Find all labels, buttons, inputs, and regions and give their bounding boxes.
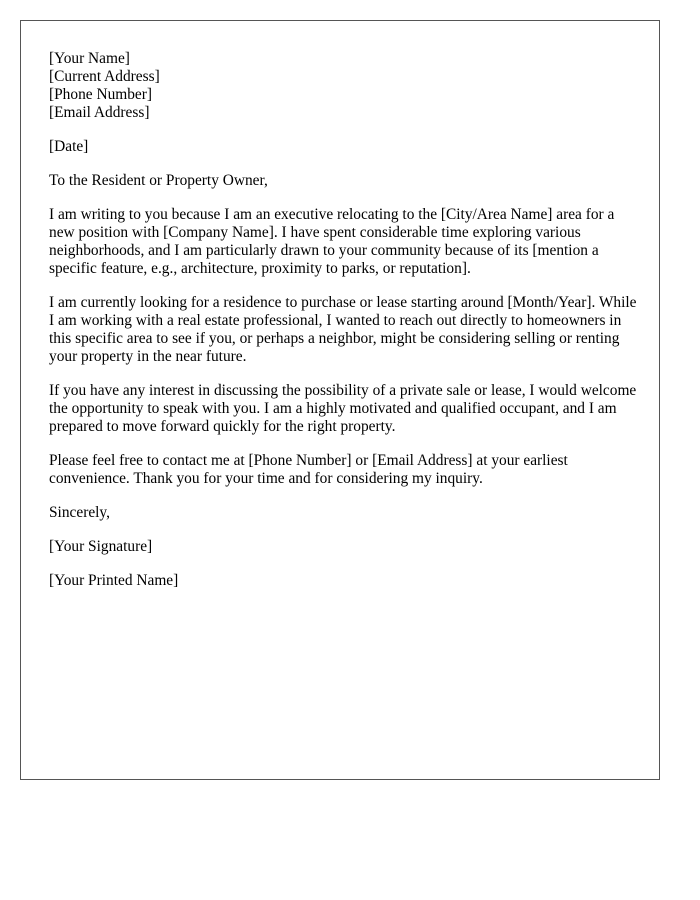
salutation: To the Resident or Property Owner, — [49, 172, 268, 189]
letter-body — [49, 50, 639, 590]
paragraph-search: I am currently looking for a residence to purchase or lease starting around [Month/Year]. While I am working with a real estate professional, I wanted to reach out directly to homeowners in this specific area to see if you, or perhaps a neighbor, might be considering selling or renting your property in the near future. — [49, 294, 637, 365]
paragraph-contact: Please feel free to contact me at [Phone Number] or [Email Address] at your earliest convenience. Thank you for your time and for considering my inquiry. — [49, 452, 568, 487]
paragraph-intro: I am writing to you because I am an executive relocating to the [City/Area Name] area for a new position with [Company Name]. I have spent considerable time exploring various neighborhoods, and I am particularly drawn to your community because of its [mention a specific feature, e.g., architecture, proximity to parks, or reputation]. — [49, 206, 615, 277]
paragraph-interest: If you have any interest in discussing the possibility of a private sale or lease, I would welcome the opportunity to speak with you. I am a highly motivated and qualified occupant, and I am prepared to move forward quickly for the right property. — [49, 382, 637, 435]
sender-address: [Current Address] — [49, 68, 160, 85]
letter-date: [Date] — [49, 138, 89, 155]
closing: Sincerely, — [49, 504, 110, 521]
sender-email: [Email Address] — [49, 104, 150, 121]
letter-page — [20, 20, 660, 780]
printed-name: [Your Printed Name] — [49, 572, 179, 589]
sender-name: [Your Name] — [49, 50, 130, 67]
signature: [Your Signature] — [49, 538, 153, 555]
sender-phone: [Phone Number] — [49, 86, 153, 103]
sender-address-block — [49, 50, 639, 122]
